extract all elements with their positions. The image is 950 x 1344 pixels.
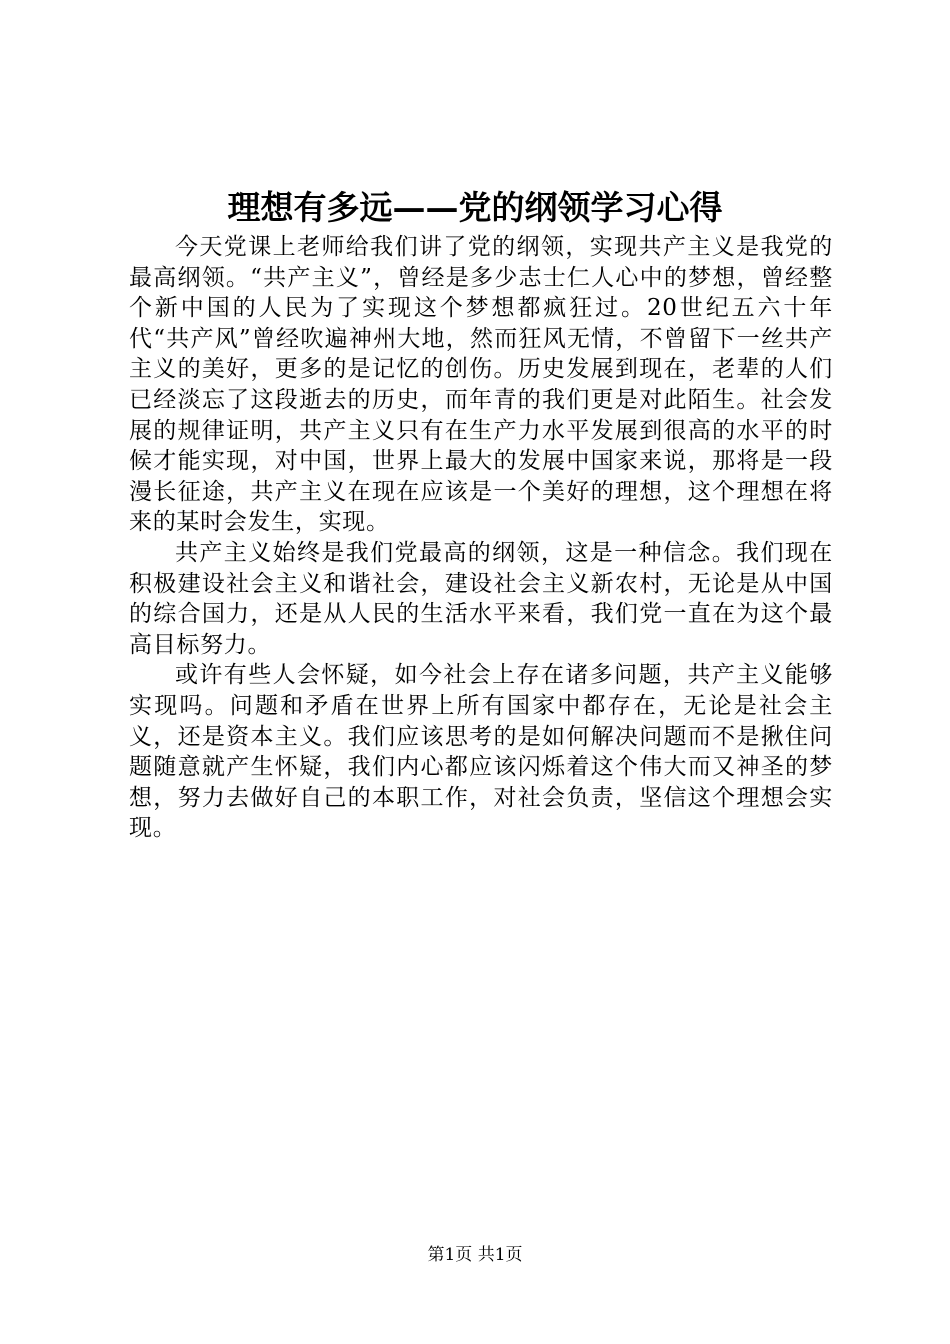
paragraph-1: 今天党课上老师给我们讲了党的纲领，实现共产主义是我党的最高纲领。“共产主义”，曾经是多少志士仁人心中的梦想，曾经整个新中国的人民为了实现这个梦想都疯狂过。20世纪五六十年代“共产风”曾经吹遍神州大地，然而狂风无情，不曾留下一丝共产主义的美好，更多的是记忆的创伤。历史发展到现在，老辈的人们已经淡忘了这段逝去的历史，而年青的我们更是对此陌生。社会发展的规律证明，共产主义只有在生产力水平发展到很高的水平的时候才能实现，对中国，世界上最大的发展中国家来说，那将是一段漫长征途，共产主义在现在应该是一个美好的理想，这个理想在将来的某时会发生，实现。 [129,234,833,536]
document-title: 理想有多远——党的纲领学习心得 [227,188,723,227]
paragraph-2: 共产主义始终是我们党最高的纲领，这是一种信念。我们现在积极建设社会主义和谐社会，建设社会主义新农村，无论是从中国的综合国力，还是从人民的生活水平来看，我们党一直在为这个最高目标努力。 [129,539,833,658]
document-body [129,232,833,844]
paragraph-3: 或许有些人会怀疑，如今社会上存在诸多问题，共产主义能够实现吗。问题和矛盾在世界上所有国家中都存在，无论是社会主义，还是资本主义。我们应该思考的是如何解决问题而不是揪住问题随意就产生怀疑，我们内心都应该闪烁着这个伟大而又神圣的梦想，努力去做好自己的本职工作，对社会负责，坚信这个理想会实现。 [129,662,833,842]
page-footer [0,1243,950,1267]
page-total: 共1页 [477,1245,523,1265]
page-number: 第1页 [427,1245,473,1265]
